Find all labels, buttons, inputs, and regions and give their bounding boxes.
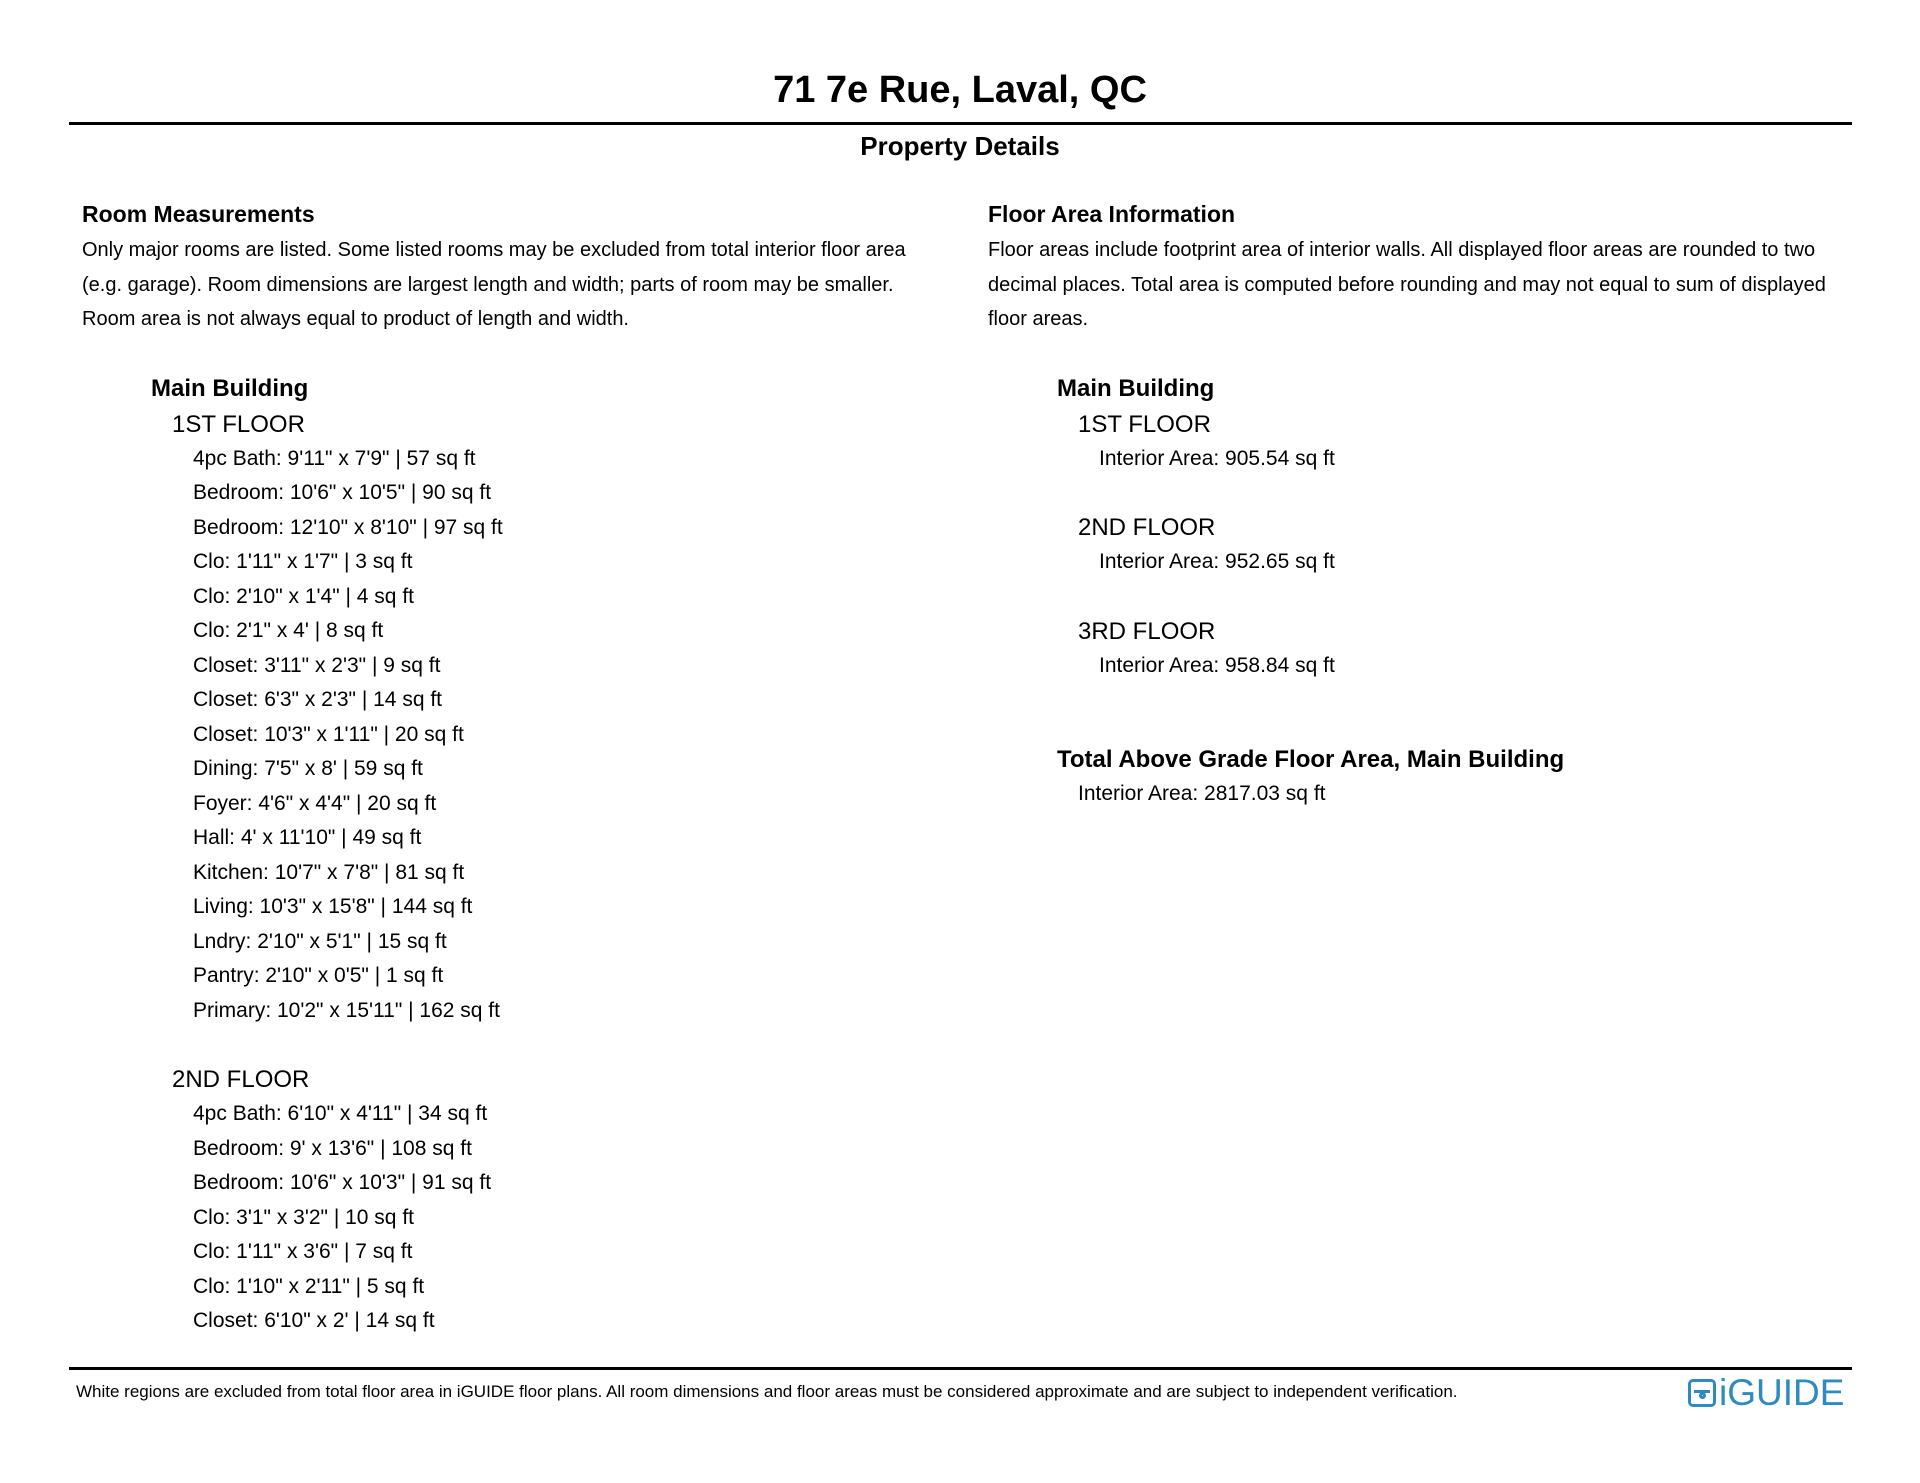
room-entry: Bedroom: 10'6" x 10'3" | 91 sq ft <box>193 1171 492 1194</box>
room-entry: Clo: 1'11" x 3'6" | 7 sq ft <box>193 1240 413 1263</box>
room-entry: Primary: 10'2" x 15'11" | 162 sq ft <box>193 998 500 1022</box>
area-value: Interior Area: 958.84 sq ft <box>1099 653 1335 677</box>
area-value: Interior Area: 952.65 sq ft <box>1099 550 1335 573</box>
iguide-logo <box>1688 1370 1844 1416</box>
room-entry: Clo: 3'1" x 3'2" | 10 sq ft <box>193 1205 414 1229</box>
bottom-divider <box>69 1367 1852 1370</box>
room-entry: Hall: 4' x 11'10" | 49 sq ft <box>193 826 422 849</box>
area-floor-1st <box>1078 407 1868 477</box>
area-building-name: Main Building <box>1057 374 1215 402</box>
room-floor-name: 2ND FLOOR <box>172 1066 310 1093</box>
room-entry: Clo: 2'1" x 4' | 8 sq ft <box>193 619 384 642</box>
room-entry: 4pc Bath: 6'10" x 4'11" | 34 sq ft <box>193 1102 488 1125</box>
area-value: Interior Area: 905.54 sq ft <box>1099 446 1335 470</box>
room-entry: 4pc Bath: 9'11" x 7'9" | 57 sq ft <box>193 446 476 470</box>
area-floor-name: 3RD FLOOR <box>1078 617 1216 645</box>
room-entry: Clo: 1'10" x 2'11" | 5 sq ft <box>193 1274 425 1298</box>
total-area-block <box>1057 743 1868 812</box>
room-entry: Bedroom: 12'10" x 8'10" | 97 sq ft <box>193 515 503 539</box>
room-building-block <box>151 372 942 1339</box>
room-measurements-heading: Room Measurements <box>82 201 315 227</box>
room-entry: Kitchen: 10'7" x 7'8" | 81 sq ft <box>193 860 465 884</box>
room-entry: Closet: 10'3" x 1'11" | 20 sq ft <box>193 722 464 746</box>
room-entry: Clo: 1'11" x 1'7" | 3 sq ft <box>193 550 413 573</box>
room-measurements-note: Only major rooms are listed. Some listed rooms may be excluded from total interior floor area (e.g. garage). Room dimensions are largest length and width; parts of room may be smaller. Room area is not always equal to product of length and width. <box>82 239 906 330</box>
page-title: 71 7e Rue, Laval, QC <box>773 69 1147 111</box>
area-floor-3rd <box>1078 614 1868 684</box>
top-divider <box>69 122 1852 125</box>
logo-text: iGUIDE <box>1719 1372 1845 1413</box>
floor-area-section <box>988 199 1868 812</box>
room-floor-2nd <box>172 1062 942 1339</box>
room-list <box>193 442 942 1029</box>
total-area-heading: Total Above Grade Floor Area, Main Building <box>1057 746 1565 773</box>
room-entry: Clo: 2'10" x 1'4" | 4 sq ft <box>193 584 414 608</box>
room-entry: Bedroom: 9' x 13'6" | 108 sq ft <box>193 1136 472 1160</box>
room-entry: Closet: 6'3" x 2'3" | 14 sq ft <box>193 688 443 711</box>
area-floor-name: 1ST FLOOR <box>1078 410 1211 438</box>
room-entry: Foyer: 4'6" x 4'4" | 20 sq ft <box>193 791 437 815</box>
page-subtitle: Property Details <box>860 131 1060 161</box>
camera-icon <box>1688 1379 1716 1407</box>
area-floor-2nd <box>1078 510 1868 580</box>
room-measurements-section <box>82 199 942 1339</box>
room-floor-1st <box>172 407 942 1029</box>
room-entry: Dining: 7'5" x 8' | 59 sq ft <box>193 757 423 780</box>
area-floor-name: 2ND FLOOR <box>1078 514 1216 541</box>
room-floor-name: 1ST FLOOR <box>172 410 305 438</box>
room-entry: Living: 10'3" x 15'8" | 144 sq ft <box>193 895 473 918</box>
area-building-block <box>1057 372 1868 684</box>
room-building-name: Main Building <box>151 374 309 402</box>
room-entry: Bedroom: 10'6" x 10'5" | 90 sq ft <box>193 481 492 504</box>
floor-area-note: Floor areas include footprint area of interior walls. All displayed floor areas are rounded to two decimal places. Total area is computed before rounding and may not equal to sum of displayed floor areas. <box>988 239 1826 330</box>
room-entry: Closet: 6'10" x 2' | 14 sq ft <box>193 1309 435 1332</box>
room-list <box>193 1097 942 1339</box>
room-entry: Pantry: 2'10" x 0'5" | 1 sq ft <box>193 964 444 987</box>
room-entry: Lndry: 2'10" x 5'1" | 15 sq ft <box>193 929 447 953</box>
floor-area-heading: Floor Area Information <box>988 201 1236 227</box>
total-area-value: Interior Area: 2817.03 sq ft <box>1078 782 1326 805</box>
room-entry: Closet: 3'11" x 2'3" | 9 sq ft <box>193 653 441 677</box>
footer-disclaimer: White regions are excluded from total floor area in iGUIDE floor plans. All room dimensions and floor areas must be considered approximate and are subject to independent verification. <box>76 1382 1458 1401</box>
